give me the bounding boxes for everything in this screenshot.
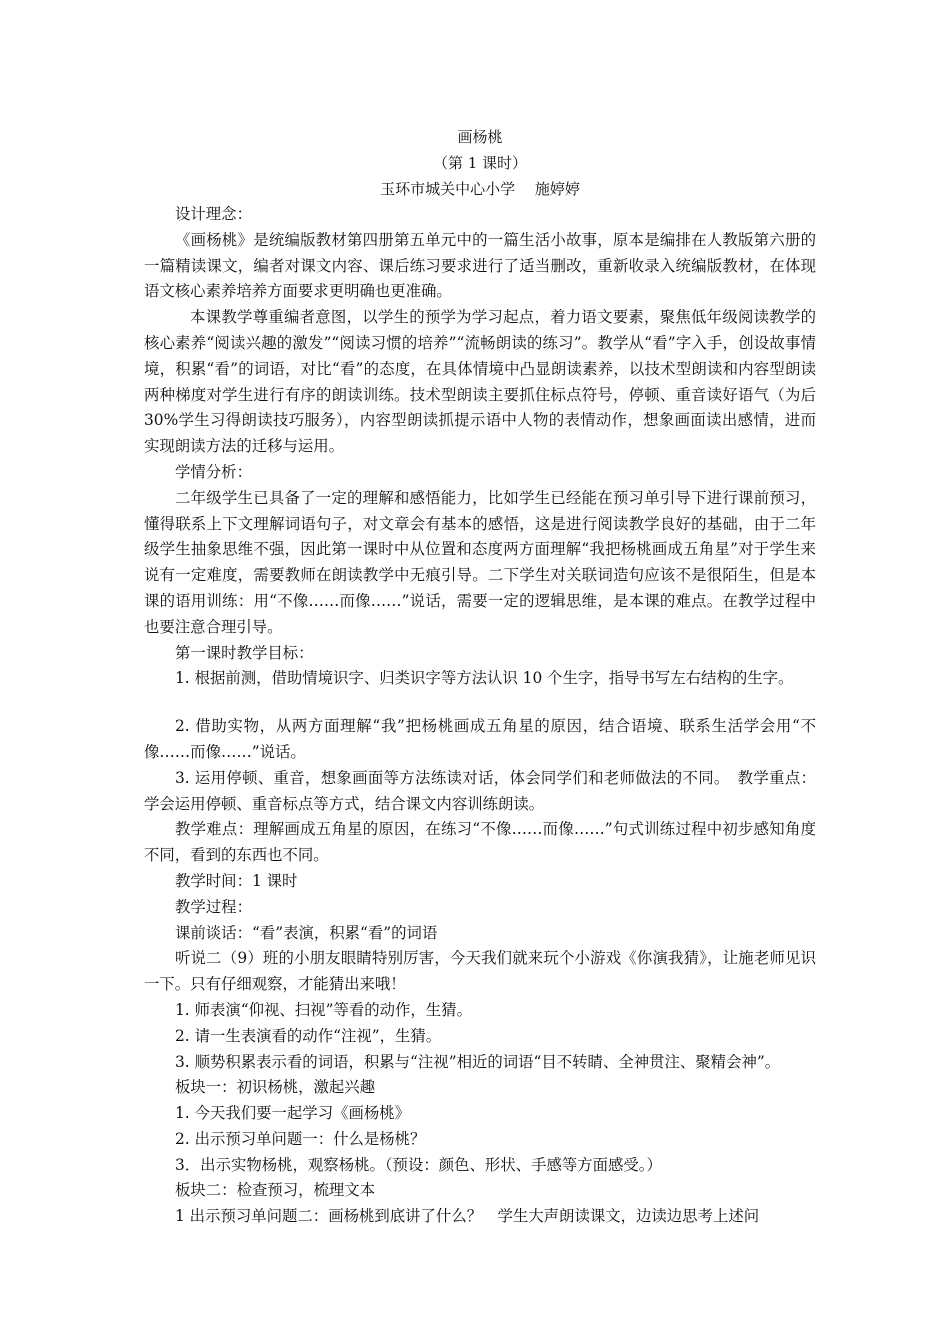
paragraph: 课前谈话：“看”表演，积累“看”的词语	[175, 923, 438, 942]
paragraph: 教学难点：理解画成五角星的原因，在练习“不像……而像……”句式训练过程中初步感知角度不同，看到的东西也不同。	[144, 820, 816, 865]
section-heading-block-one: 板块一：初识杨桃，激起兴趣	[175, 1078, 376, 1097]
goal-item: 3. 运用停顿、重音，想象画面等方法练读对话，体会同学们和老师做法的不同。 教学重点：学会运用停顿、重音标点等方式，结合课文内容训练朗读。	[144, 768, 816, 813]
list-item: 2. 请一生表演看的动作“注视”，生猜。	[175, 1026, 442, 1045]
section-heading-goals: 第一课时教学目标：	[175, 643, 314, 662]
author-line: 玉环市城关中心小学 施婷婷	[380, 180, 580, 198]
document-page	[144, 124, 816, 1230]
list-item: 3. 顺势积累表示看的词语，积累与“注视”相近的词语“目不转睛、全神贯注、聚精会神”。	[175, 1052, 781, 1071]
paragraph: 二年级学生已具备了一定的理解和感悟能力，比如学生已经能在预习单引导下进行课前预习，懂得联系上下文理解词语句子，对文章会有基本的感悟，这是进行阅读教学良好的基础，由于二年级学生抽象思维不强，因此第一课时中从位置和态度两方面理解“我把杨桃画成五角星”对于学生来说有一定难度，需要教师在朗读教学中无痕引导。二下学生对关联词造句应该不是很陌生，但是本课的语用训练：用“不像……而像……”说话，需要一定的逻辑思维，是本课的难点。在教学过程中也要注意合理引导。	[144, 488, 816, 636]
paragraph: 听说二（9）班的小朋友眼睛特别厉害，今天我们就来玩个小游戏《你演我猜》，让施老师见识一下。只有仔细观察，才能猜出来哦！	[144, 949, 816, 994]
section-heading-design: 设计理念：	[175, 205, 252, 223]
section-heading-process: 教学过程：	[175, 897, 252, 916]
goal-item: 1. 根据前测，借助情境识字、归类识字等方法认识 10 个生字，指导书写左右结构的生字。	[175, 669, 794, 688]
list-item: 3．出示实物杨桃，观察杨桃。（预设：颜色、形状、手感等方面感受。）	[175, 1155, 662, 1174]
section-heading-analysis: 学情分析：	[175, 462, 252, 481]
list-item: 1 出示预习单问题二：画杨桃到底讲了什么？ 学生大声朗读课文，边读边思考上述问	[175, 1207, 760, 1226]
blank-line	[144, 692, 816, 714]
paragraph: 《画杨桃》是统编版教材第四册第五单元中的一篇生活小故事，原本是编排在人教版第六册的一篇精读课文，编者对课文内容、课后练习要求进行了适当删改，重新收录入统编版教材，在体现语文核心素养培养方面要求更明确也更准确。	[144, 230, 816, 301]
paragraph: 教学时间：1 课时	[175, 871, 298, 890]
list-item: 1. 今天我们要一起学习《画杨桃》	[175, 1104, 411, 1123]
list-item: 2. 出示预习单问题一：什么是杨桃？	[175, 1129, 426, 1148]
list-item: 1. 师表演“仰视、扫视”等看的动作，生猜。	[175, 1000, 472, 1019]
document-title: 画杨桃	[457, 128, 503, 146]
lesson-label: （第 1 课时）	[432, 154, 528, 172]
section-heading-block-two: 板块二：检查预习，梳理文本	[175, 1181, 376, 1200]
goal-item: 2. 借助实物，从两方面理解“我”把杨桃画成五角星的原因，结合语境、联系生活学会用“不像……而像……”说话。	[144, 717, 816, 761]
paragraph: 本课教学尊重编者意图，以学生的预学为学习起点，着力语文要素，聚焦低年级阅读教学的核心素养“阅读兴趣的激发”“阅读习惯的培养”“流畅朗读的练习”。教学从“看”字入手，创设故事情境，积累“看”的词语，对比“看”的态度，在具体情境中凸显朗读素养，以技术型朗读和内容型朗读两种梯度对学生进行有序的朗读训练。技术型朗读主要抓住标点符号，停顿、重音读好语气（为后 30%学生习得朗读技巧服务），内容型朗读抓提示语中人物的表情动作，想象画面读出感情，进而实现朗读方法的迁移与运用。	[144, 308, 816, 456]
